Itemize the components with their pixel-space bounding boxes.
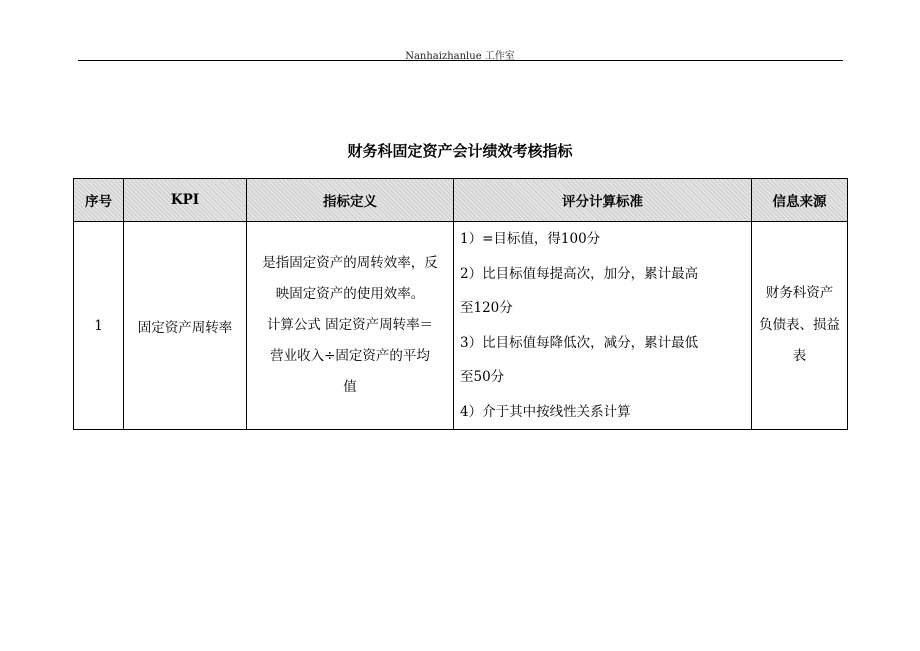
definition-line: 值 <box>343 379 357 395</box>
header-seq: 序号 <box>74 179 124 222</box>
cell-kpi: 固定资产周转率 <box>124 222 247 430</box>
cell-seq: 1 <box>74 222 124 430</box>
definition-line: 是指固定资产的周转效率，反 <box>262 255 438 271</box>
source-line: 表 <box>792 348 807 365</box>
table-header-row <box>74 179 848 222</box>
cell-definition <box>247 222 454 430</box>
criteria-line: 4）介于其中按线性关系计算 <box>460 403 631 420</box>
definition-line: 映固定资产的使用效率。 <box>275 286 425 302</box>
cell-criteria <box>454 222 752 430</box>
criteria-line: 至120分 <box>460 300 513 316</box>
header-studio-text: Nanhaizhanlue 工作室 <box>405 51 515 62</box>
criteria-line: 1）=目标值，得100分 <box>460 231 601 247</box>
criteria-line: 2）比目标值每提高次，加分，累计最高 <box>460 265 699 282</box>
header-source: 信息来源 <box>752 179 848 222</box>
source-line: 财务科资产 <box>765 285 834 302</box>
criteria-line: 至50分 <box>460 369 505 385</box>
header-definition: 指标定义 <box>247 179 454 222</box>
definition-line: 营业收入÷固定资产的平均 <box>270 348 430 364</box>
source-line: 负债表、损益 <box>759 316 840 333</box>
document-title: 财务科固定资产会计绩效考核指标 <box>347 142 573 160</box>
criteria-line: 3）比目标值每降低次，减分，累计最低 <box>460 334 699 351</box>
header-kpi: KPI <box>124 179 247 222</box>
kpi-table <box>73 178 848 430</box>
header-criteria: 评分计算标准 <box>454 179 752 222</box>
definition-line: 计算公式 固定资产周转率＝ <box>266 317 434 333</box>
table-row <box>74 222 848 430</box>
header-divider <box>78 60 843 61</box>
cell-source <box>752 222 848 430</box>
